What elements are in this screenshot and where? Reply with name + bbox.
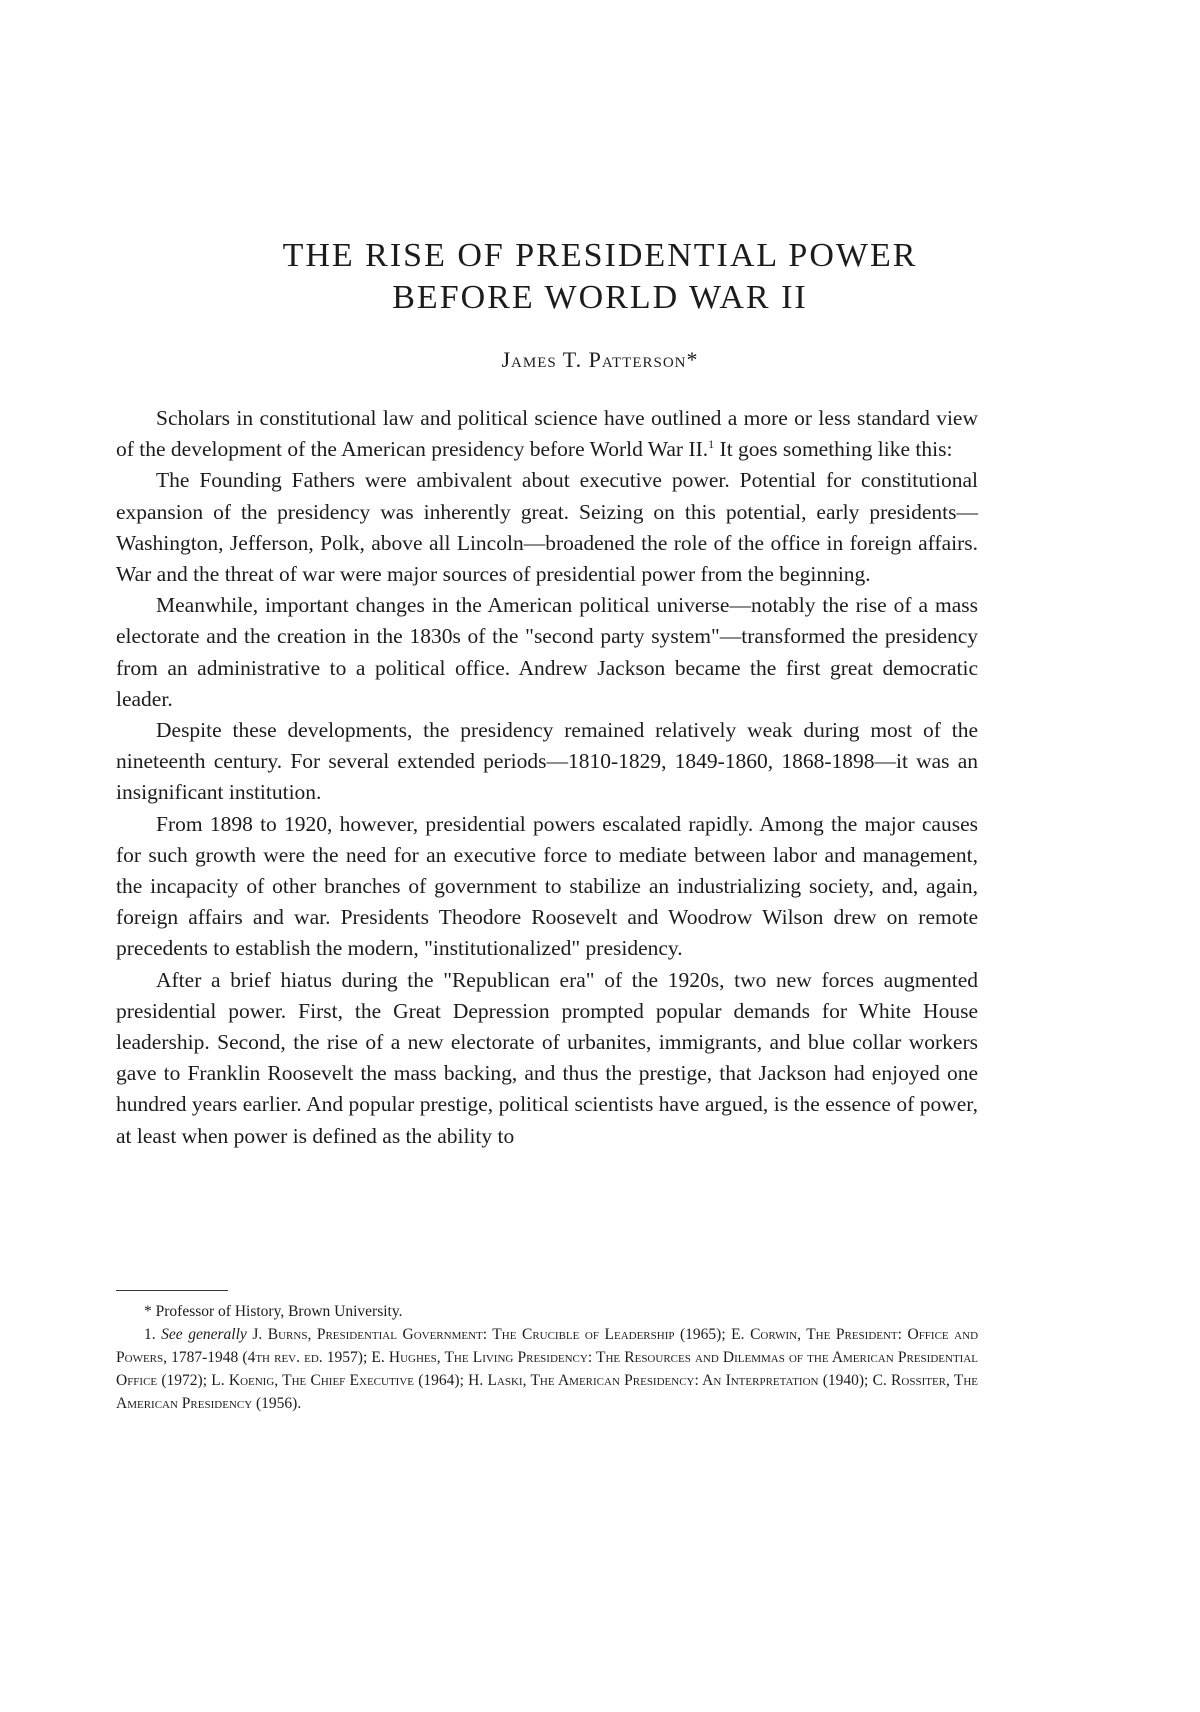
- paragraph-6: After a brief hiatus during the "Republican era" of the 1920s, two new forces augmented presidential power. First, the Great Depression prompted popular demands for White House leadership. Second, the rise of a new electorate of urbanites, immigrants, and blue collar workers gave to Franklin Roosevelt the mass backing, and thus the prestige, that Jackson had enjoyed one hundred years earlier. And popular prestige, political scientists have argued, is the essence of power, at least when power is defined as the ability to: [116, 967, 978, 1148]
- paragraph-1-text-end: It goes something like this:: [714, 437, 953, 462]
- footnote-1-text: J. Burns, Presidential Government: The Crucible of Leadership (1965); E. Corwin, The President: Office and Powers, 1787-1948 (4th rev. ed. 1957); E. Hughes, The Living Presidency: The Resources and Dilemmas of the American Presidential Office (1972); L. Koenig, The Chief Executive (1964); H. Laski, The American Presidency: An Interpretation (1940); C. Rossiter, The American Presidency (1956).: [116, 1326, 979, 1412]
- paragraph-1: [116, 403, 978, 465]
- footnote-1-signal: See generally: [161, 1326, 247, 1343]
- footnote-marker-1: 1: [708, 437, 715, 452]
- body-text: [116, 403, 978, 1152]
- article-title-line-2: BEFORE WORLD WAR II: [392, 279, 808, 316]
- footnotes: [116, 1300, 978, 1415]
- article-title-line-1: THE RISE OF PRESIDENTIAL POWER: [282, 237, 918, 274]
- paragraph-5: From 1898 to 1920, however, presidential powers escalated rapidly. Among the major causes for such growth were the need for an executive force to mediate between labor and management, the incapacity of other branches of government to stabilize an industrializing society, and, again, foreign affairs and war. Presidents Theodore Roosevelt and Woodrow Wilson drew on remote precedents to establish the modern, "institutionalized" presidency.: [116, 811, 978, 961]
- footnote-1-number: 1.: [144, 1326, 156, 1343]
- footnote-divider: [116, 1290, 228, 1291]
- footnote-1: [116, 1323, 978, 1415]
- paragraph-3: Meanwhile, important changes in the American political universe—notably the rise of a mass electorate and the creation in the 1830s of the "second party system"—transformed the presidency from an administrative to a political office. Andrew Jackson became the first great democratic leader.: [116, 593, 978, 711]
- paragraph-4: Despite these developments, the presidency remained relatively weak during most of the nineteenth century. For several extended periods—1810-1829, 1849-1860, 1868-1898—it was an insignificant institution.: [116, 718, 978, 805]
- author-byline: James T. Patterson*: [501, 347, 699, 372]
- paragraph-2: The Founding Fathers were ambivalent about executive power. Potential for constitutional expansion of the presidency was inherently great. Seizing on this potential, early presidents—Washington, Jefferson, Polk, above all Lincoln—broadened the role of the office in foreign affairs. War and the threat of war were major sources of presidential power from the beginning.: [116, 468, 978, 587]
- article-title: [150, 235, 1050, 319]
- paragraph-1-text: Scholars in constitutional law and political science have outlined a more or less standard view of the development of the American presidency before World War II.: [116, 406, 978, 462]
- footnote-author: * Professor of History, Brown University.: [144, 1303, 403, 1320]
